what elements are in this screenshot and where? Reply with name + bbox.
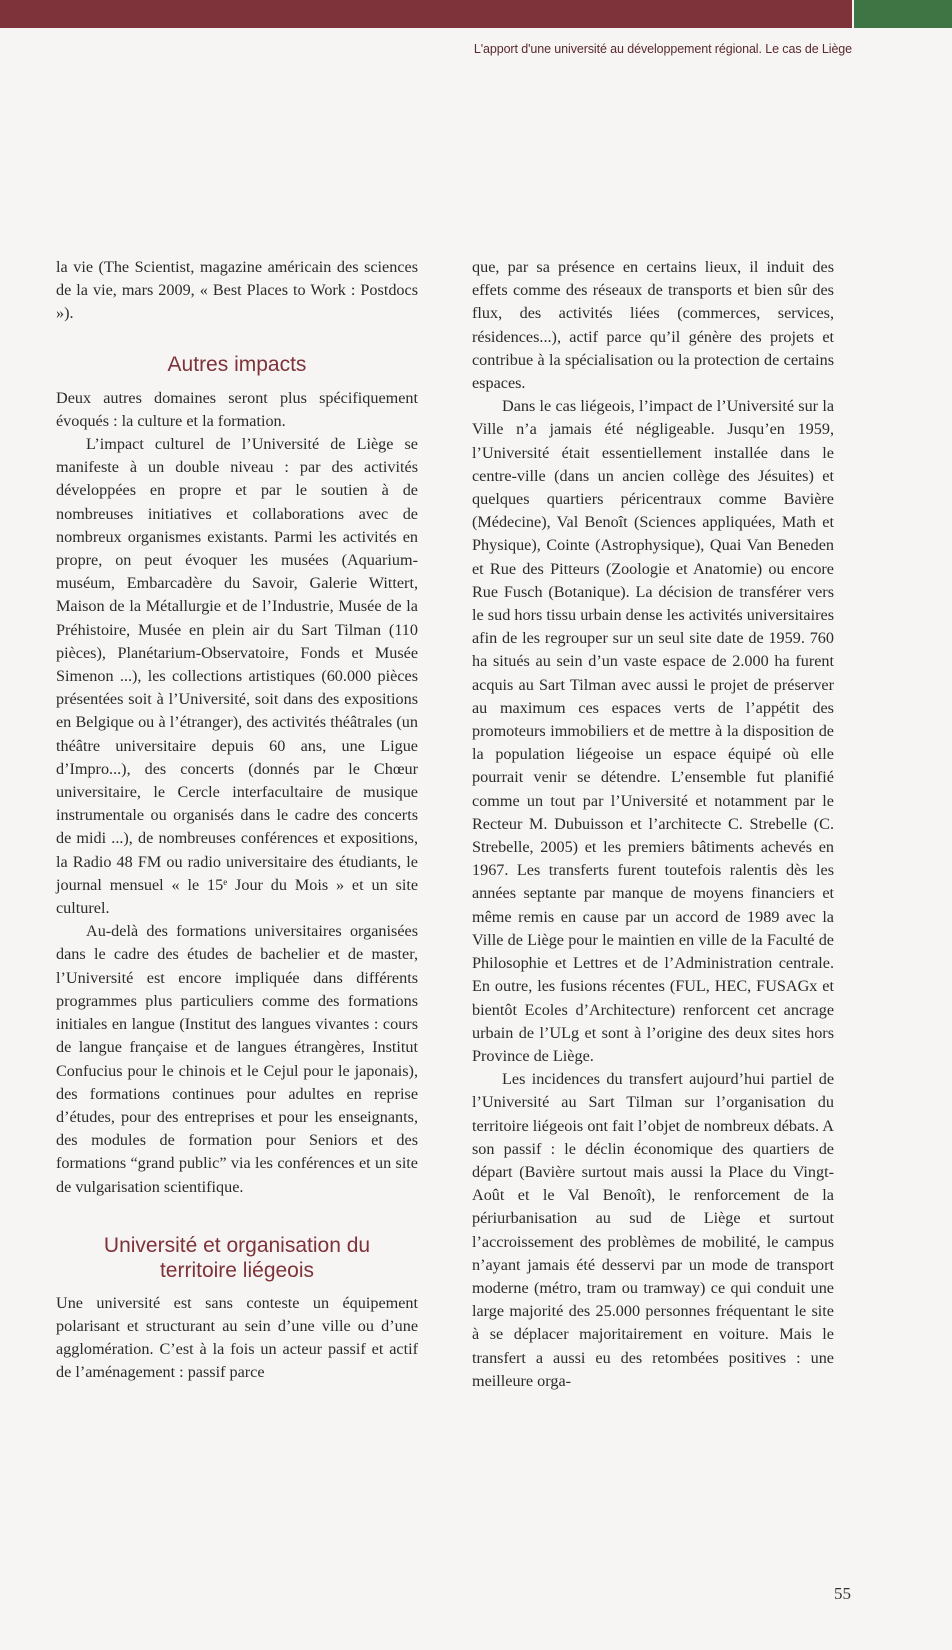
paragraph-transfer-impacts: Les incidences du transfert aujourd’hui partiel de l’Université au Sart Tilman sur l’organisation du territoire liégeois ont fait l’objet de nombreux débats. A son passif : le déclin économique des quartiers de départ (Bavière surtout mais aussi la Place du Vingt-Août et le Val Benoît), le renforcement de la périurbanisation au sud de Liège et surtout l’accroissement des problèmes de mobilité, le campus n’ayant jamais été desservi par un mode de transport moderne (métro, tram ou tramway) ce qui conduit une large majorité des 25.000 personnes fréquentant le site à se déplacer majoritairement en voiture. Mais le transfert a aussi eu des retombées positives : une meilleure orga-	[472, 1070, 834, 1390]
paragraph-text-end: Jour du Mois » et un site culturel.	[56, 875, 419, 918]
top-color-bar	[0, 0, 952, 28]
page-number: 55	[834, 1584, 851, 1603]
top-bar-green-segment	[854, 0, 952, 28]
running-header-title: L'apport d'une université au développement régional. Le cas de Liège	[473, 42, 852, 56]
ordinal-superscript: e	[223, 876, 228, 887]
heading-line-1: Université et organisation du	[103, 1233, 371, 1257]
heading-line-2: territoire liégeois	[159, 1258, 315, 1282]
right-column	[472, 256, 834, 1393]
section-heading-universite-territoire	[56, 1233, 418, 1283]
paragraph: Deux autres domaines seront plus spécifiquement évoqués : la culture et la formation.	[56, 388, 418, 430]
paragraph-text: L’impact culturel de l’Université de Liège se manifeste à un double niveau : par des activités développées en propre et par le soutien à de nombreuses initiatives et collaborations avec de nombreux organismes existants. Parmi les activités en propre, on peut évoquer les musées (Aquarium-muséum, Embarcadère du Savoir, Galerie Wittert, Maison de la Métallurgie et de l’Industrie, Musée de la Préhistoire, Musée en plein air du Sart Tilman (110 pièces), Planétarium-Observatoire, Fonds et Musée Simenon ...), les collections artistiques (60.000 pièces présentées soit à l’Université, soit dans des expositions en Belgique ou à l’étranger), des activités théâtrales (un théâtre universitaire depuis 60 ans, une Ligue d’Impro...), des concerts (donnés par le Chœur universitaire, le Cercle interfacultaire de musique instrumentale ou organisés dans le cadre des concerts de midi ...), de nombreuses conférences et expositions, la Radio 48 FM ou radio universitaire des étudiants, le journal mensuel « le 15	[56, 435, 418, 894]
paragraph-liege-case: Dans le cas liégeois, l’impact de l’Université sur la Ville n’a jamais été négligeable. Jusqu’en 1959, l’Université était essentiellement installée dans le centre-ville (dans un ancien collège des Jésuites) et quelques quartiers péricentraux comme Bavière (Médecine), Val Benoît (Sciences appliquées, Math et Physique), Cointe (Astrophysique), Quai Van Beneden et Rue des Pitteurs (Zoologie et Anatomie) ou encore Rue Fusch (Botanique). La décision de transférer vers le sud hors tissu urbain dense les activités universitaires afin de les regrouper sur un seul site date de 1959. 760 ha situés au sein d’un vaste espace de 2.000 ha furent acquis au Sart Tilman avec aussi le projet de préserver au maximum ces espaces verts de l’appétit des promoteurs immobiliers et de mettre à la disposition de la population liégeoise un espace équipé où elle pourrait venir se détendre. L’ensemble fut planifié comme un tout par l’Université et notamment par le Recteur M. Dubuisson et l’architecte C. Strebelle (C. Strebelle, 2005) et les premiers bâtiments achevés en 1967. Les transferts furent toutefois ralentis dès les années septante par manque de moyens financiers et même remis en cause par un accord de 1989 avec la Ville de Liège pour le maintien en ville de la Faculté de Philosophie et Lettres et de l’Administration centrale. En outre, les fusions récentes (FUL, HEC, FUSAGx et bientôt Ecoles d’Architecture) renforcent cet ancrage urbain de l’ULg et sont à l’origine des deux sites hors Province de Liège.	[472, 397, 834, 1065]
paragraph: que, par sa présence en certains lieux, il induit des effets comme des réseaux de transports et bien sûr des flux, des activités liées (commerces, services, résidences...), actif parce qu’il génère des projets et contribue à la spécialisation ou la protection de certains espaces.	[472, 258, 834, 393]
section-heading-autres-impacts: Autres impacts	[167, 352, 307, 376]
top-bar-red-segment	[0, 0, 852, 28]
paragraph-cultural-impact	[56, 433, 418, 920]
left-column	[56, 256, 418, 1385]
paragraph: la vie (The Scientist, magazine américain des sciences de la vie, mars 2009, « Best Places to Work : Postdocs »).	[56, 258, 418, 323]
paragraph: Une université est sans conteste un équipement polarisant et structurant au sein d’une ville ou d’une agglomération. C’est à la fois un acteur passif et actif de l’aménagement : passif parce	[56, 1293, 418, 1382]
paragraph-formations: Au-delà des formations universitaires organisées dans le cadre des études de bachelier et de master, l’Université est encore impliquée dans différents programmes plus particuliers comme des formations initiales en langue (Institut des langues vivantes : cours de langue française et de langues étrangères, Institut Confucius pour le chinois et le Cejul pour le japonais), des formations continues pour adultes en reprise d’études, pour des entreprises et pour les enseignants, des modules de formation pour Seniors et des formations “grand public” via les conférences et un site de vulgarisation scientifique.	[56, 922, 418, 1196]
